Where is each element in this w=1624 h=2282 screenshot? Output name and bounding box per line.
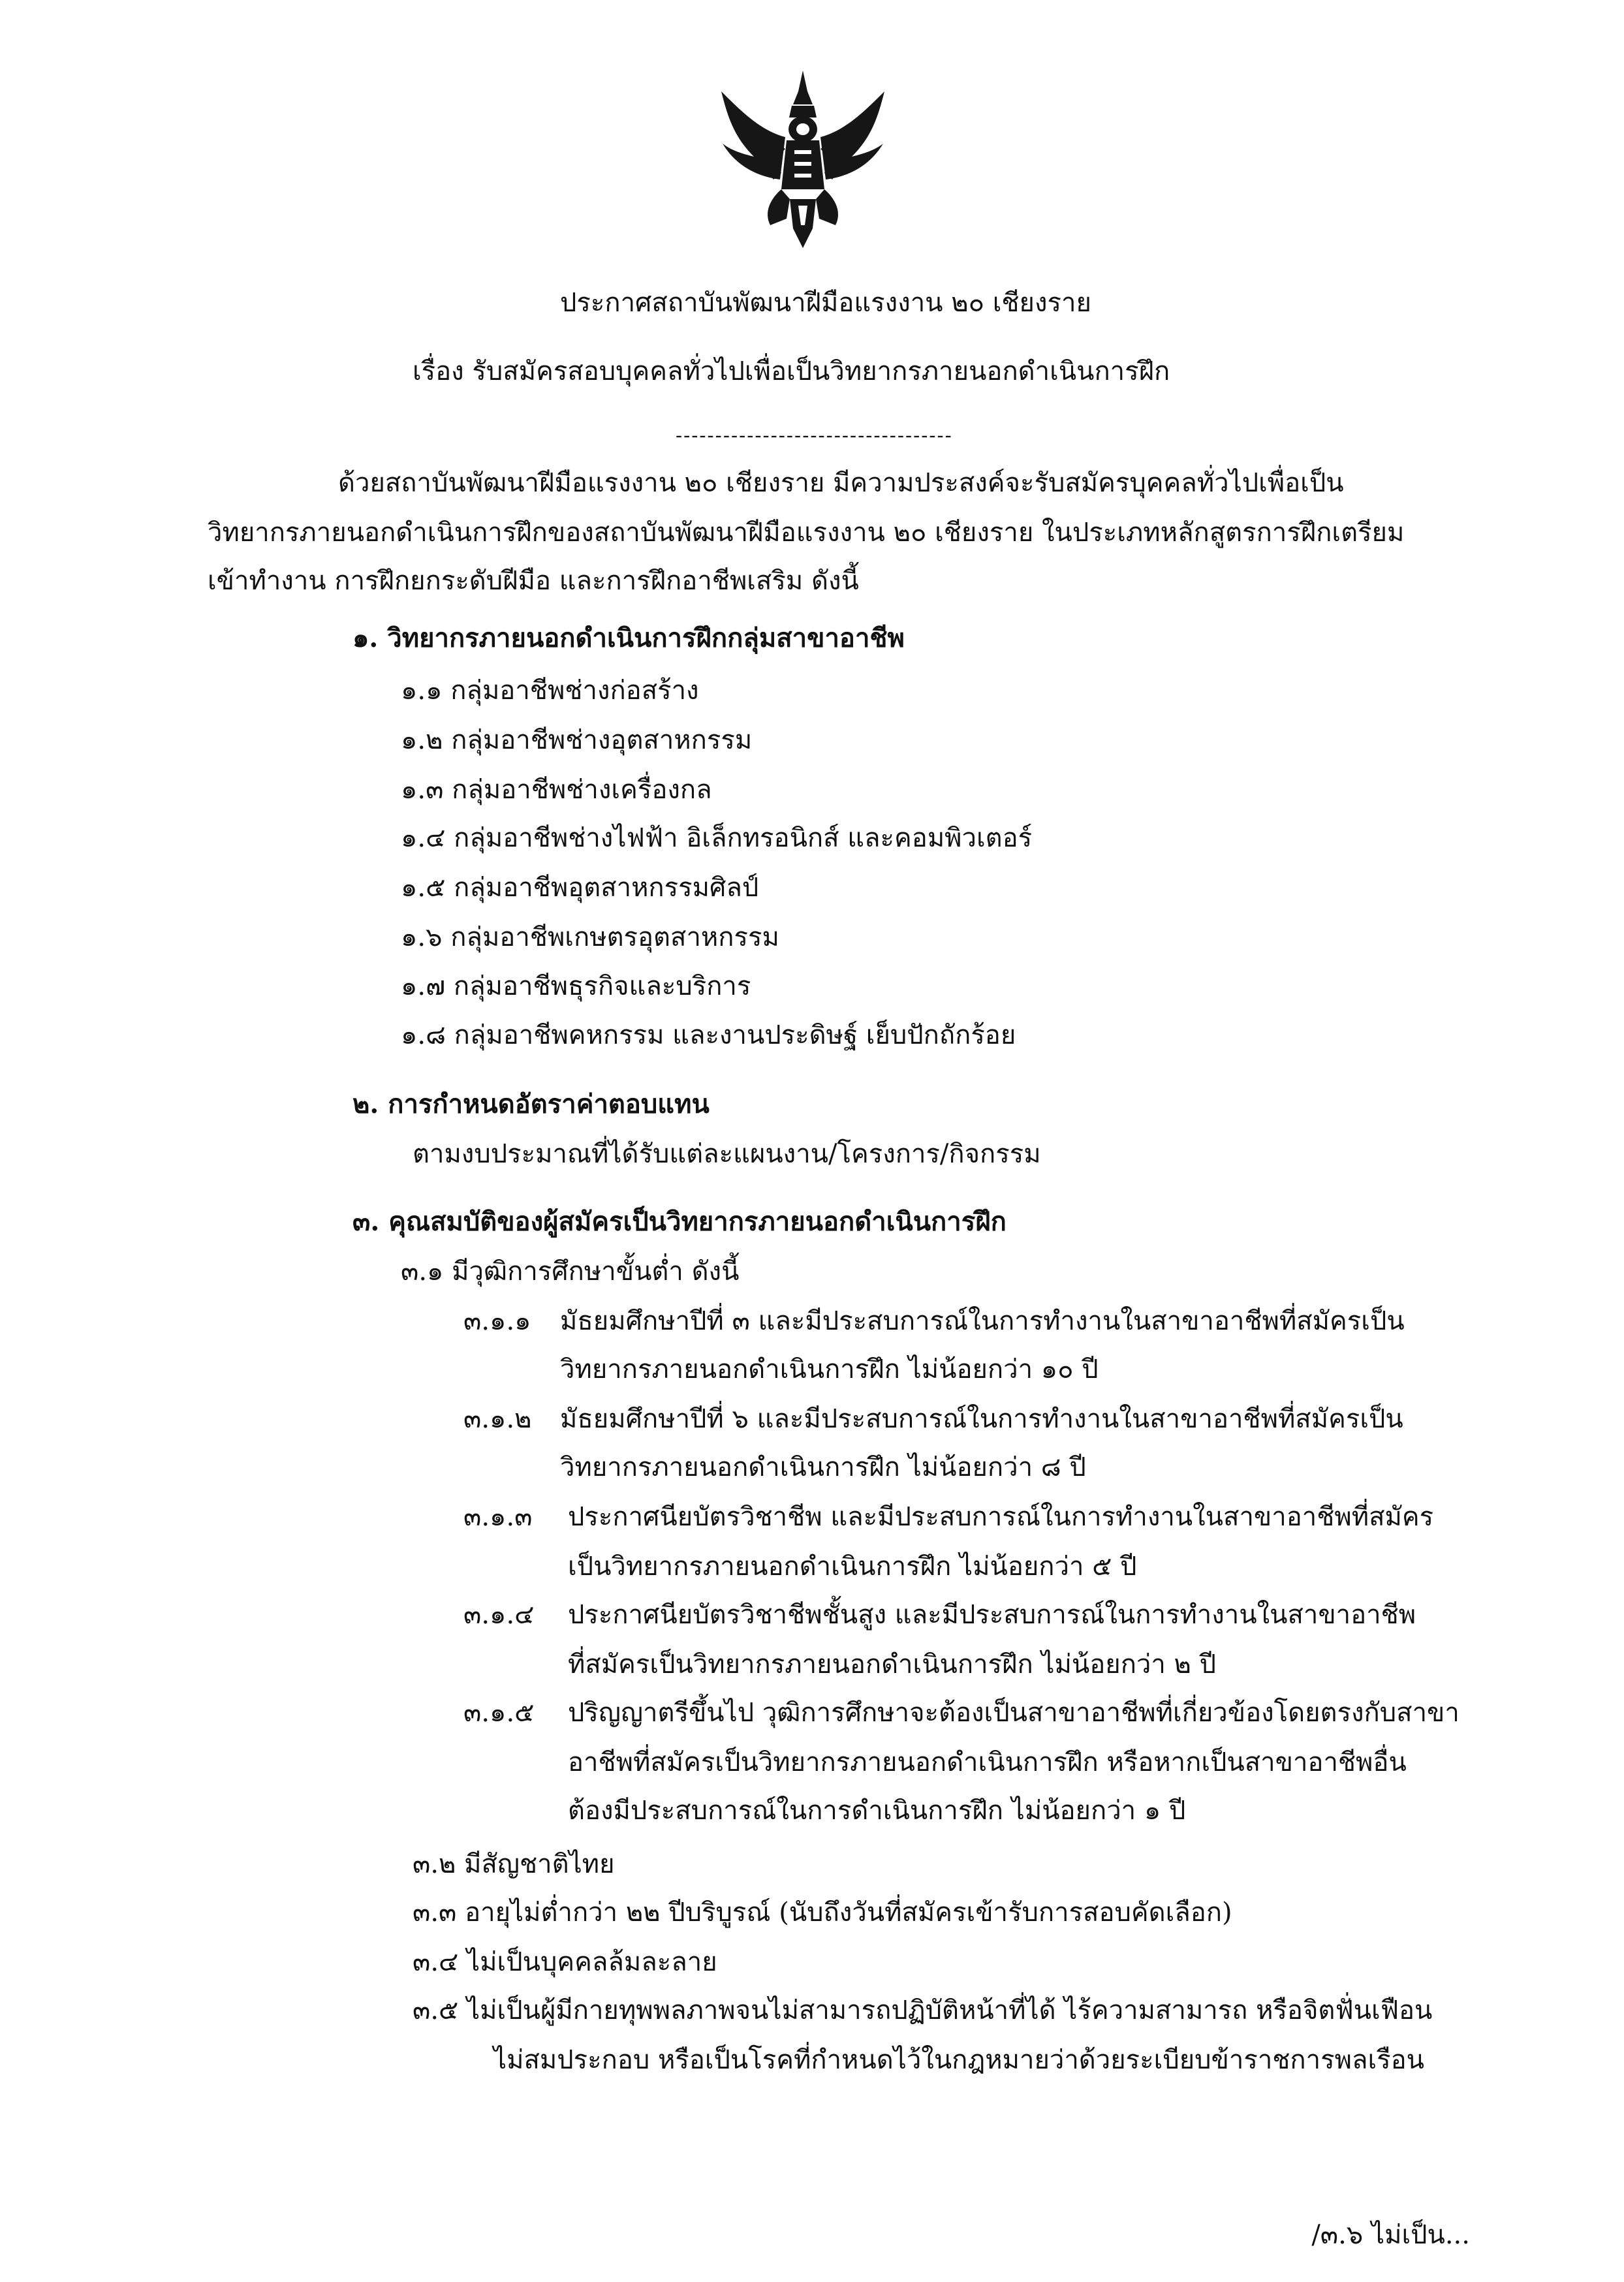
section-1-item: ๑.๘ กลุ่มอาชีพคหกรรม และงานประดิษฐ์ เย็บปักถักร้อย [401,1020,1016,1050]
title-divider: ----------------------------------- [676,424,953,447]
section-1-item: ๑.๒ กลุ่มอาชีพช่างอุตสาหกรรม [401,725,753,755]
section-1-item: ๑.๖ กลุ่มอาชีพเกษตรอุตสาหกรรม [401,922,779,952]
intro-line-3: เข้าทำงาน การฝึกยกระดับฝีมือ และการฝึกอาชีพเสริม ดังนี้ [208,566,859,596]
item-text: มัธยมศึกษาปีที่ ๓ และมีประสบการณ์ในการทำงานในสาขาอาชีพที่สมัครเป็น [560,1306,1405,1336]
section-1-heading: ๑. วิทยากรภายนอกดำเนินการฝึกกลุ่มสาขาอาชีพ [352,623,905,653]
item-text: วิทยากรภายนอกดำเนินการฝึก ไม่น้อยกว่า ๑๐ ปี [560,1354,1099,1384]
section-1-item: ๑.๔ กลุ่มอาชีพช่างไฟฟ้า อิเล็กทรอนิกส์ และคอมพิวเตอร์ [401,823,1033,853]
item-text: ประกาศนียบัตรวิชาชีพชั้นสูง และมีประสบการณ์ในการทำงานในสาขาอาชีพ [568,1600,1416,1630]
item-text: วิทยากรภายนอกดำเนินการฝึก ไม่น้อยกว่า ๘ ปี [560,1452,1086,1482]
intro-line-2: วิทยากรภายนอกดำเนินการฝึกของสถาบันพัฒนาฝีมือแรงงาน ๒๐ เชียงราย ในประเภทหลักสูตรการฝึกเตรียม [208,518,1405,548]
item-text: ปริญญาตรีขึ้นไป วุฒิการศึกษาจะต้องเป็นสาขาอาชีพที่เกี่ยวข้องโดยตรงกับสาขา [568,1698,1460,1728]
section-1-item: ๑.๗ กลุ่มอาชีพธุรกิจและบริการ [401,971,751,1001]
document-subject: เรื่อง รับสมัครสอบบุคคลทั่วไปเพื่อเป็นวิทยากรภายนอกดำเนินการฝึก [413,356,1170,386]
garuda-emblem-icon [708,65,898,255]
section-3-5-line-2: ไม่สมประกอบ หรือเป็นโรคที่กำหนดไว้ในกฎหมายว่าด้วยระเบียบข้าราชการพลเรือน [493,2045,1424,2075]
intro-line-1: ด้วยสถาบันพัฒนาฝีมือแรงงาน ๒๐ เชียงราย มีความประสงค์จะรับสมัครบุคคลทั่วไปเพื่อเป็น [338,468,1344,498]
item-text: อาชีพที่สมัครเป็นวิทยากรภายนอกดำเนินการฝึก หรือหากเป็นสาขาอาชีพอื่น [568,1747,1407,1777]
item-number: ๓.๑.๕ [463,1698,535,1728]
section-3-4: ๓.๔ ไม่เป็นบุคคลล้มละลาย [413,1947,717,1977]
section-3-2: ๓.๒ มีสัญชาติไทย [413,1849,615,1879]
item-text: ต้องมีประสบการณ์ในการดำเนินการฝึก ไม่น้อยกว่า ๑ ปี [568,1796,1186,1826]
document-title: ประกาศสถาบันพัฒนาฝีมือแรงงาน ๒๐ เชียงราย [560,288,1091,318]
section-3-5-line-1: ๓.๕ ไม่เป็นผู้มีกายทุพพลภาพจนไม่สามารถปฏิบัติหน้าที่ได้ ไร้ความสามารถ หรือจิตฟั่นเฟือน [413,1995,1433,2025]
item-text: เป็นวิทยากรภายนอกดำเนินการฝึก ไม่น้อยกว่า ๕ ปี [568,1552,1137,1582]
continuation-note: /๓.๖ ไม่เป็น... [1311,2220,1470,2250]
section-2-text: ตามงบประมาณที่ได้รับแต่ละแผนงาน/โครงการ/กิจกรรม [413,1139,1041,1169]
section-3-1-title: ๓.๑ มีวุฒิการศึกษาขั้นต่ำ ดังนี้ [401,1257,740,1287]
item-text: ประกาศนียบัตรวิชาชีพ และมีประสบการณ์ในการทำงานในสาขาอาชีพที่สมัคร [568,1502,1434,1532]
section-1-item: ๑.๑ กลุ่มอาชีพช่างก่อสร้าง [401,676,699,706]
section-1-item: ๑.๕ กลุ่มอาชีพอุตสาหกรรมศิลป์ [401,873,759,903]
item-text: มัธยมศึกษาปีที่ ๖ และมีประสบการณ์ในการทำงานในสาขาอาชีพที่สมัครเป็น [560,1404,1403,1434]
section-3-heading: ๓. คุณสมบัติของผู้สมัครเป็นวิทยากรภายนอกดำเนินการฝึก [352,1206,1007,1237]
item-number: ๓.๑.๔ [463,1600,535,1630]
item-text: ที่สมัครเป็นวิทยากรภายนอกดำเนินการฝึก ไม่น้อยกว่า ๒ ปี [568,1649,1217,1680]
section-3-3: ๓.๓ อายุไม่ต่ำกว่า ๒๒ ปีบริบูรณ์ (นับถึงวันที่สมัครเข้ารับการสอบคัดเลือก) [413,1898,1232,1928]
item-number: ๓.๑.๑ [463,1306,531,1336]
section-1-item: ๑.๓ กลุ่มอาชีพช่างเครื่องกล [401,775,712,805]
item-number: ๓.๑.๒ [463,1404,532,1434]
section-2-heading: ๒. การกำหนดอัตราค่าตอบแทน [352,1089,710,1119]
item-number: ๓.๑.๓ [463,1502,533,1532]
